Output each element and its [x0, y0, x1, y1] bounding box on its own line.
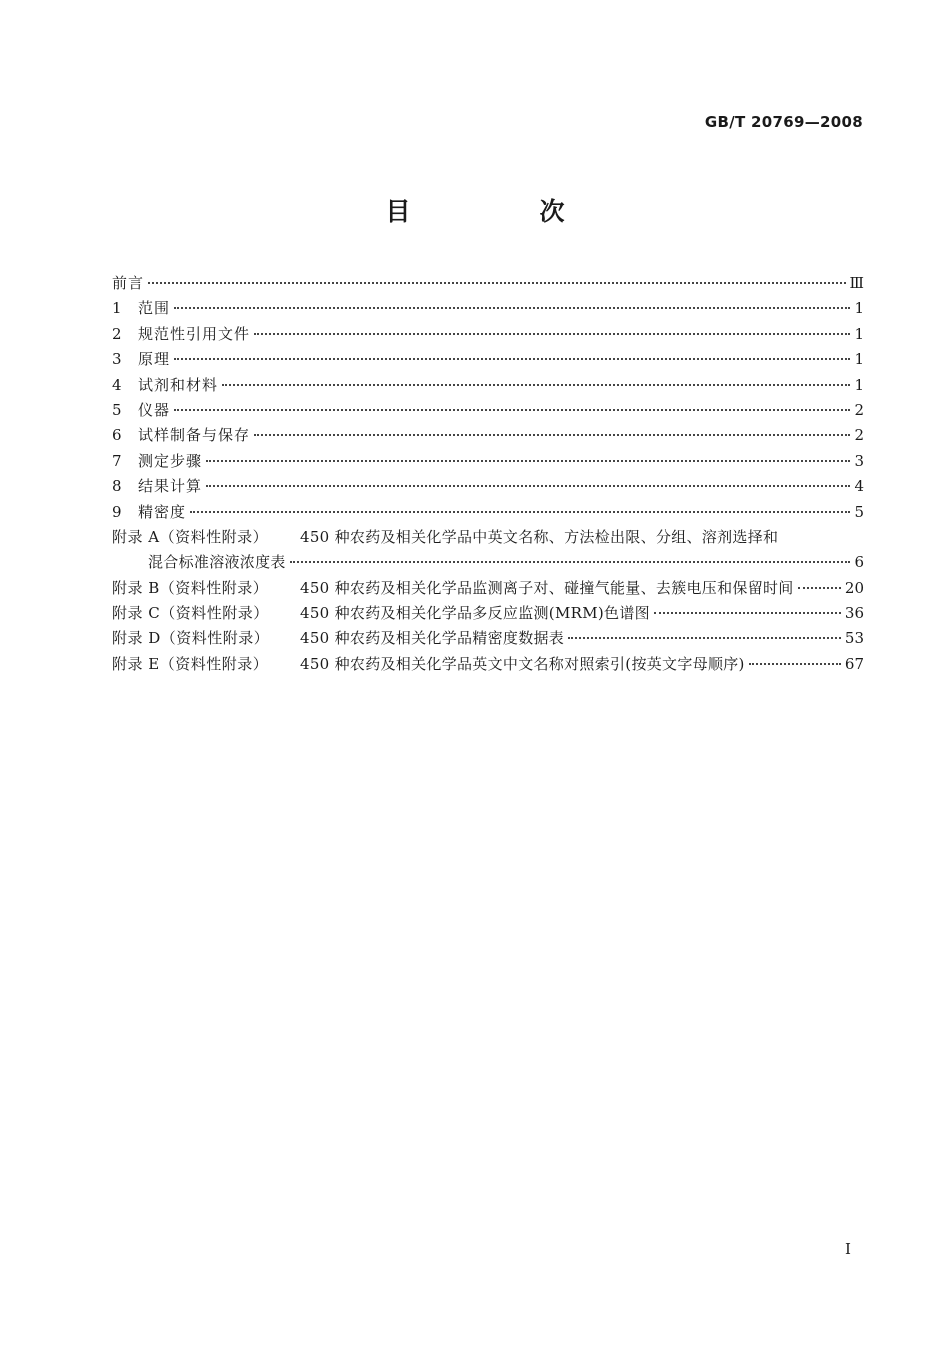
dot-leader: [254, 333, 850, 335]
toc-entry-label: 试样制备与保存: [138, 426, 251, 445]
toc-entry-section-1[interactable]: [112, 297, 864, 322]
toc-entry-appendix-b[interactable]: [112, 577, 864, 602]
toc-entry-number: 3: [112, 350, 122, 369]
toc-entry-page: 67: [844, 654, 864, 673]
toc-entry-label: 精密度: [138, 502, 187, 521]
appendix-label: 附录 D（资料性附录）: [112, 629, 270, 648]
dot-leader: [190, 511, 850, 513]
toc-entry-section-6[interactable]: [112, 424, 864, 449]
appendix-title: 450 种农药及相关化学品中英文名称、方法检出限、分组、溶剂选择和: [300, 527, 779, 546]
dot-leader: [798, 587, 841, 589]
table-of-contents: [112, 272, 864, 678]
dot-leader: [174, 307, 850, 309]
toc-entry-label: 范围: [138, 299, 171, 318]
dot-leader: [654, 612, 841, 614]
toc-entry-page: 1: [854, 324, 864, 343]
toc-entry-section-7[interactable]: [112, 450, 864, 475]
appendix-title: 450 种农药及相关化学品监测离子对、碰撞气能量、去簇电压和保留时间: [300, 578, 794, 597]
toc-entry-section-8[interactable]: [112, 475, 864, 500]
toc-entry-page: 4: [854, 477, 864, 496]
dot-leader: [749, 663, 841, 665]
toc-entry-number: 8: [112, 477, 122, 496]
toc-entry-page: 3: [854, 451, 864, 470]
toc-entry-label: 前言: [112, 274, 145, 292]
dot-leader: [174, 358, 850, 360]
dot-leader: [254, 434, 850, 436]
page-title: 目 次: [385, 197, 617, 226]
toc-entry-label: 原理: [138, 350, 171, 369]
toc-entry-page: 1: [854, 350, 864, 369]
toc-entry-page: Ⅲ: [849, 274, 864, 292]
toc-entry-preface[interactable]: [112, 272, 864, 297]
toc-entry-section-5[interactable]: [112, 399, 864, 424]
toc-entry-page: 53: [844, 629, 864, 648]
toc-entry-page: 6: [854, 553, 864, 572]
toc-entry-appendix-e[interactable]: [112, 653, 864, 678]
appendix-title: 450 种农药及相关化学品多反应监测(MRM)色谱图: [300, 604, 650, 623]
toc-entry-number: 5: [112, 400, 122, 419]
toc-entry-page: 20: [844, 578, 864, 597]
dot-leader: [222, 384, 850, 386]
dot-leader: [206, 485, 850, 487]
toc-entry-label: 规范性引用文件: [138, 324, 251, 343]
toc-entry-number: 4: [112, 375, 122, 394]
appendix-label: 附录 E（资料性附录）: [112, 654, 269, 673]
toc-entry-page: 1: [854, 375, 864, 394]
dot-leader: [206, 460, 850, 462]
toc-entry-page: 1: [854, 299, 864, 318]
toc-entry-page: 36: [844, 604, 864, 623]
toc-entry-section-2[interactable]: [112, 323, 864, 348]
appendix-title: 450 种农药及相关化学品英文中文名称对照索引(按英文字母顺序): [300, 654, 745, 673]
page-number: I: [845, 1240, 851, 1258]
toc-entry-page: 2: [854, 426, 864, 445]
dot-leader: [174, 409, 850, 411]
dot-leader: [148, 282, 846, 284]
toc-entry-appendix-a-continued[interactable]: [112, 551, 864, 576]
toc-entry-section-4[interactable]: [112, 374, 864, 399]
toc-entry-appendix-a[interactable]: [112, 526, 864, 551]
toc-entry-number: 2: [112, 324, 122, 343]
dot-leader: [290, 561, 850, 563]
toc-entry-number: 7: [112, 451, 122, 470]
toc-entry-section-3[interactable]: [112, 348, 864, 373]
toc-entry-number: 1: [112, 299, 122, 318]
toc-entry-label: 仪器: [138, 400, 171, 419]
toc-entry-label: 测定步骤: [138, 451, 203, 470]
toc-entry-appendix-d[interactable]: [112, 627, 864, 652]
appendix-label: 附录 B（资料性附录）: [112, 578, 269, 597]
standard-code: GB/T 20769—2008: [704, 113, 863, 131]
toc-entry-label: 结果计算: [138, 477, 203, 496]
toc-entry-appendix-c[interactable]: [112, 602, 864, 627]
appendix-title: 450 种农药及相关化学品精密度数据表: [300, 629, 565, 648]
toc-entry-number: 9: [112, 502, 122, 521]
toc-entry-number: 6: [112, 426, 122, 445]
appendix-title-continued: 混合标准溶液浓度表: [148, 553, 286, 572]
toc-entry-page: 2: [854, 400, 864, 419]
appendix-label: 附录 A（资料性附录）: [112, 527, 269, 546]
toc-entry-section-9[interactable]: [112, 501, 864, 526]
toc-entry-page: 5: [854, 502, 864, 521]
dot-leader: [568, 637, 841, 639]
toc-entry-label: 试剂和材料: [138, 375, 219, 394]
appendix-label: 附录 C（资料性附录）: [112, 604, 269, 623]
